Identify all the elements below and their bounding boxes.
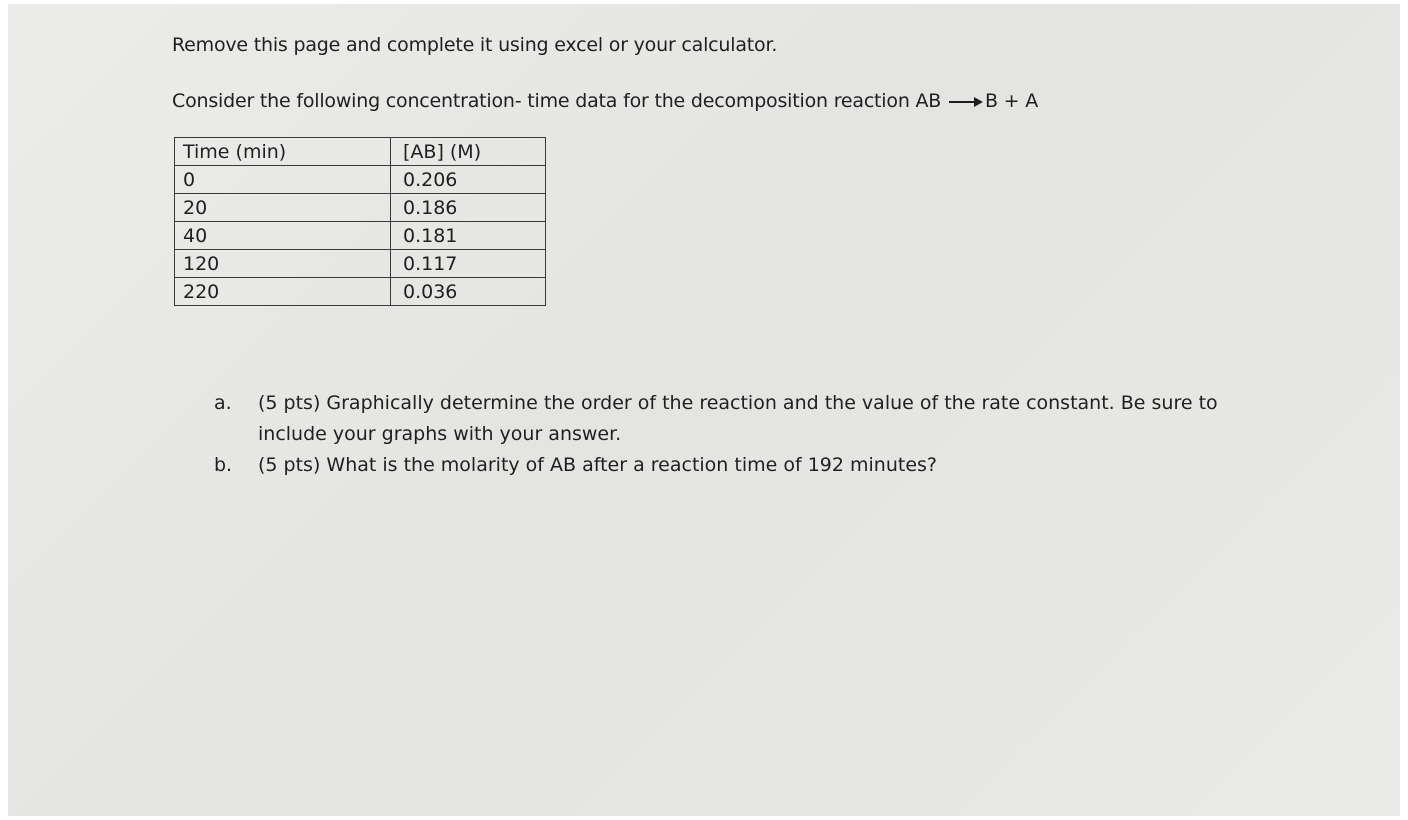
concentration-time-table: [174, 137, 546, 306]
question-a: [214, 388, 1218, 450]
cell-concentration: 0.036: [391, 278, 546, 306]
table-row: [175, 166, 546, 194]
cell-time: 40: [175, 222, 391, 250]
header-time: Time (min): [175, 138, 391, 166]
cell-concentration: 0.181: [391, 222, 546, 250]
worksheet-page: [8, 4, 1400, 816]
question-label: a.: [214, 392, 232, 414]
reaction-arrow-icon: [949, 97, 983, 107]
problem-statement-text: Consider the following concentration- time data for the decomposition reaction AB: [172, 90, 942, 112]
cell-time: 220: [175, 278, 391, 306]
cell-concentration: 0.206: [391, 166, 546, 194]
question-list: [214, 388, 1218, 481]
question-label: b.: [214, 454, 233, 476]
question-text: (5 pts) What is the molarity of AB after a reaction time of 192 minutes?: [258, 454, 937, 476]
cell-concentration: 0.117: [391, 250, 546, 278]
table-header-row: [175, 138, 546, 166]
reaction-products: B + A: [984, 90, 1039, 112]
table-row: [175, 194, 546, 222]
header-concentration: [AB] (M): [391, 138, 546, 166]
cell-time: 0: [175, 166, 391, 194]
table-row: [175, 250, 546, 278]
cell-concentration: 0.186: [391, 194, 546, 222]
question-text: (5 pts) Graphically determine the order of the reaction and the value of the rate constant. Be sure to include your graphs with your answer.: [258, 392, 1218, 445]
instructions-text: Remove this page and complete it using excel or your calculator.: [172, 34, 778, 56]
table-row: [175, 222, 546, 250]
cell-time: 120: [175, 250, 391, 278]
problem-statement: [172, 90, 1038, 112]
table-row: [175, 278, 546, 306]
cell-time: 20: [175, 194, 391, 222]
question-b: [214, 450, 1218, 481]
